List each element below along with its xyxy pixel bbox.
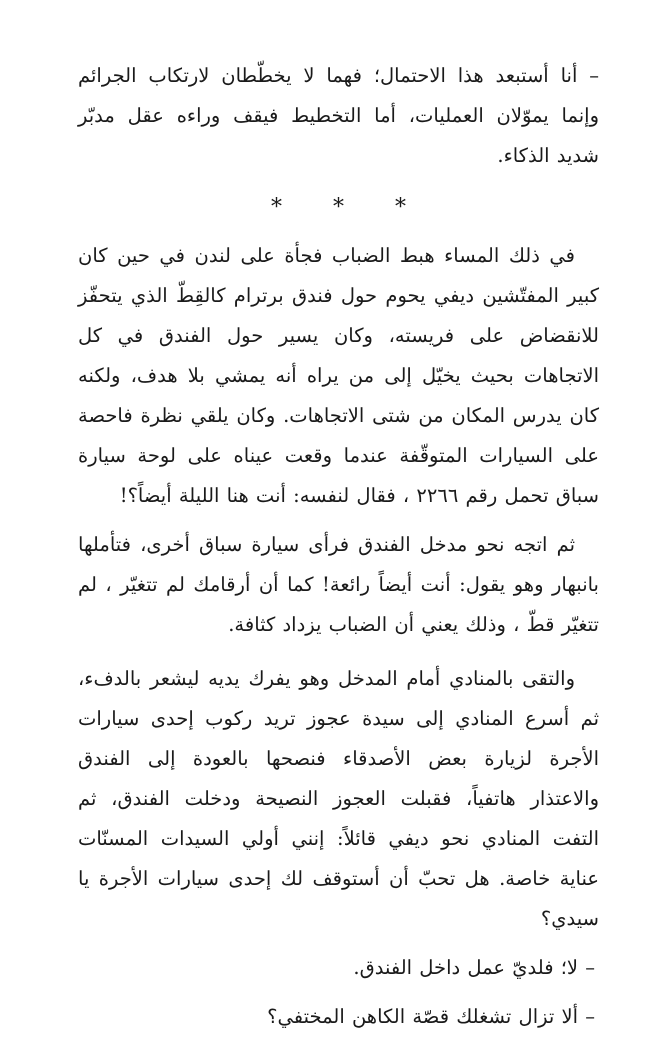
paragraph-doorman: والتقى بالمنادي أمام المدخل وهو يفرك يديه ليشعر بالدفء، ثم أسرع المنادي إلى سيدة عجوز تريد ركوب إحدى سيارات الأجرة لزيارة بعض الأصدقاء فنصحها بالعودة إلى الفندق والاعتذار هاتفياً، فقبلت العجوز النصيحة ودخلت الفندق، ثم التفت المنادي نحو ديفي قائلاً: إنني أولي السيدات المسنّات عناية خاصة. هل تحبّ أن أستوقف لك إحدى سيارات الأجرة يا سيدي؟	[78, 667, 599, 930]
paragraph-dialogue-2: – لا؛ فلديّ عمل داخل الفندق.	[353, 956, 595, 979]
paragraph-dialogue-3: – ألا تزال تشغلك قصّة الكاهن المختفي؟	[267, 1005, 595, 1028]
paragraph-dialogue-1: – أنا أستبعد هذا الاحتمال؛ فهما لا يخطّطان لارتكاب الجرائم وإنما يموّلان العمليات، أما التخطيط فيقف وراءه عقل مدبّر شديد الذكاء.	[78, 64, 599, 167]
paragraph-fog-evening: في ذلك المساء هبط الضباب فجأة على لندن في حين كان كبير المفتّشين ديفي يحوم حول فندق برترام كالقِطّ الذي يتحفّز للانقضاض على فريسته، وكان يسير حول الفندق في كل الاتجاهات بحيث يخيّل إلى من يراه أنه يمشي بلا هدف، ولكنه كان يدرس المكان من شتى الاتجاهات. وكان يلقي نظرة فاحصة على السيارات المتوقّفة عندما وقعت عيناه على لوحة سيارة سباق تحمل رقم ٢٢٦٦ ، فقال لنفسه: أنت هنا الليلة أيضاً؟!	[78, 244, 599, 507]
paragraph-hotel-entrance: ثم اتجه نحو مدخل الفندق فرأى سيارة سباق أخرى، فتأملها بانبهار وهو يقول: أنت أيضاً رائعة! كما أن أرقامك لم تتغيّر ، لم تتغيّر قطّ ، وذلك يعني أن الضباب يزداد كثافة.	[78, 533, 599, 636]
section-separator: * * *	[271, 195, 428, 220]
